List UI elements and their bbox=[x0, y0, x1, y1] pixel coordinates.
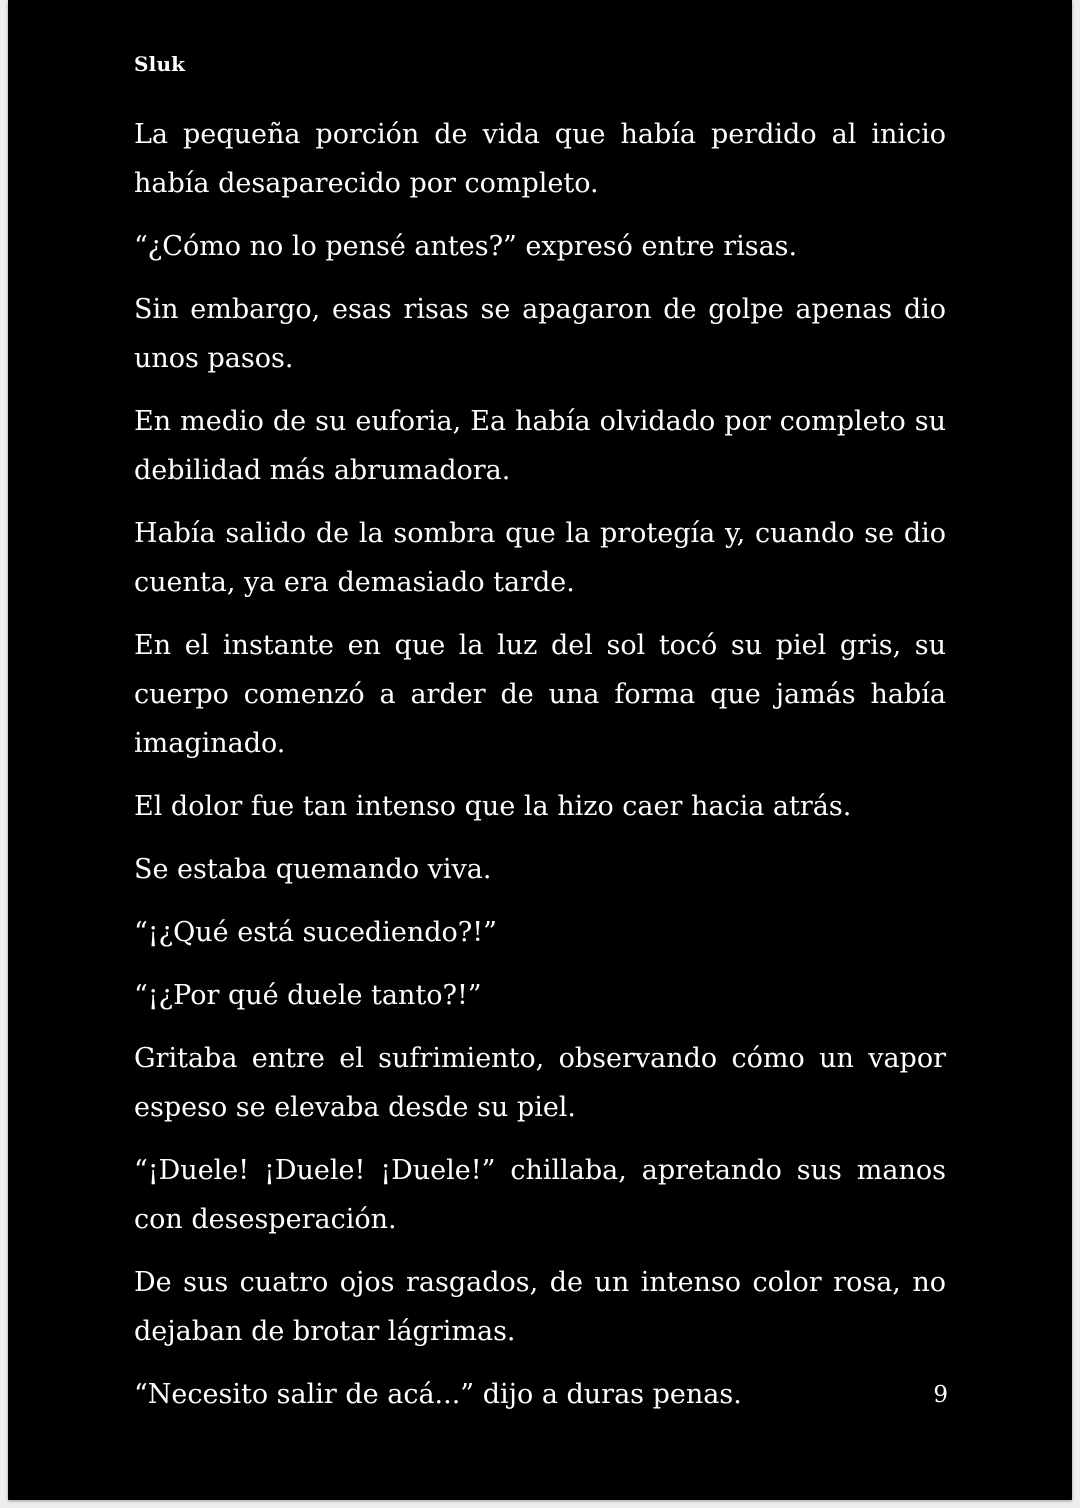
paragraph: Sin embargo, esas risas se apagaron de golpe apenas dio unos pasos. bbox=[134, 294, 946, 374]
paragraph: En medio de su euforia, Ea había olvidado por completo su debilidad más abrumadora. bbox=[134, 406, 946, 486]
paragraph: “¡¿Por qué duele tanto?!” bbox=[134, 980, 482, 1011]
paragraph: De sus cuatro ojos rasgados, de un intenso color rosa, no dejaban de brotar lágrimas. bbox=[134, 1267, 946, 1347]
paragraph: El dolor fue tan intenso que la hizo caer hacia atrás. bbox=[134, 791, 852, 822]
paragraph: “¿Cómo no lo pensé antes?” expresó entre risas. bbox=[134, 231, 798, 262]
paragraph: En el instante en que la luz del sol tocó su piel gris, su cuerpo comenzó a arder de una forma que jamás había imaginado. bbox=[134, 630, 946, 759]
page-number: 9 bbox=[933, 1382, 948, 1408]
document-page bbox=[8, 0, 1072, 1500]
paragraph: Gritaba entre el sufrimiento, observando cómo un vapor espeso se elevaba desde su piel. bbox=[134, 1043, 946, 1123]
paragraph: Se estaba quemando viva. bbox=[134, 854, 492, 885]
paragraph: “¡Duele! ¡Duele! ¡Duele!” chillaba, apretando sus manos con desesperación. bbox=[134, 1155, 946, 1235]
paragraph: Había salido de la sombra que la protegía y, cuando se dio cuenta, ya era demasiado tarde. bbox=[134, 518, 946, 598]
paragraph: La pequeña porción de vida que había perdido al inicio había desaparecido por completo. bbox=[134, 119, 946, 199]
paragraph: “Necesito salir de acá...” dijo a duras penas. bbox=[134, 1379, 742, 1410]
paragraph: “¡¿Qué está sucediendo?!” bbox=[134, 917, 497, 948]
running-header: Sluk bbox=[134, 52, 186, 76]
page-body bbox=[134, 110, 946, 1433]
